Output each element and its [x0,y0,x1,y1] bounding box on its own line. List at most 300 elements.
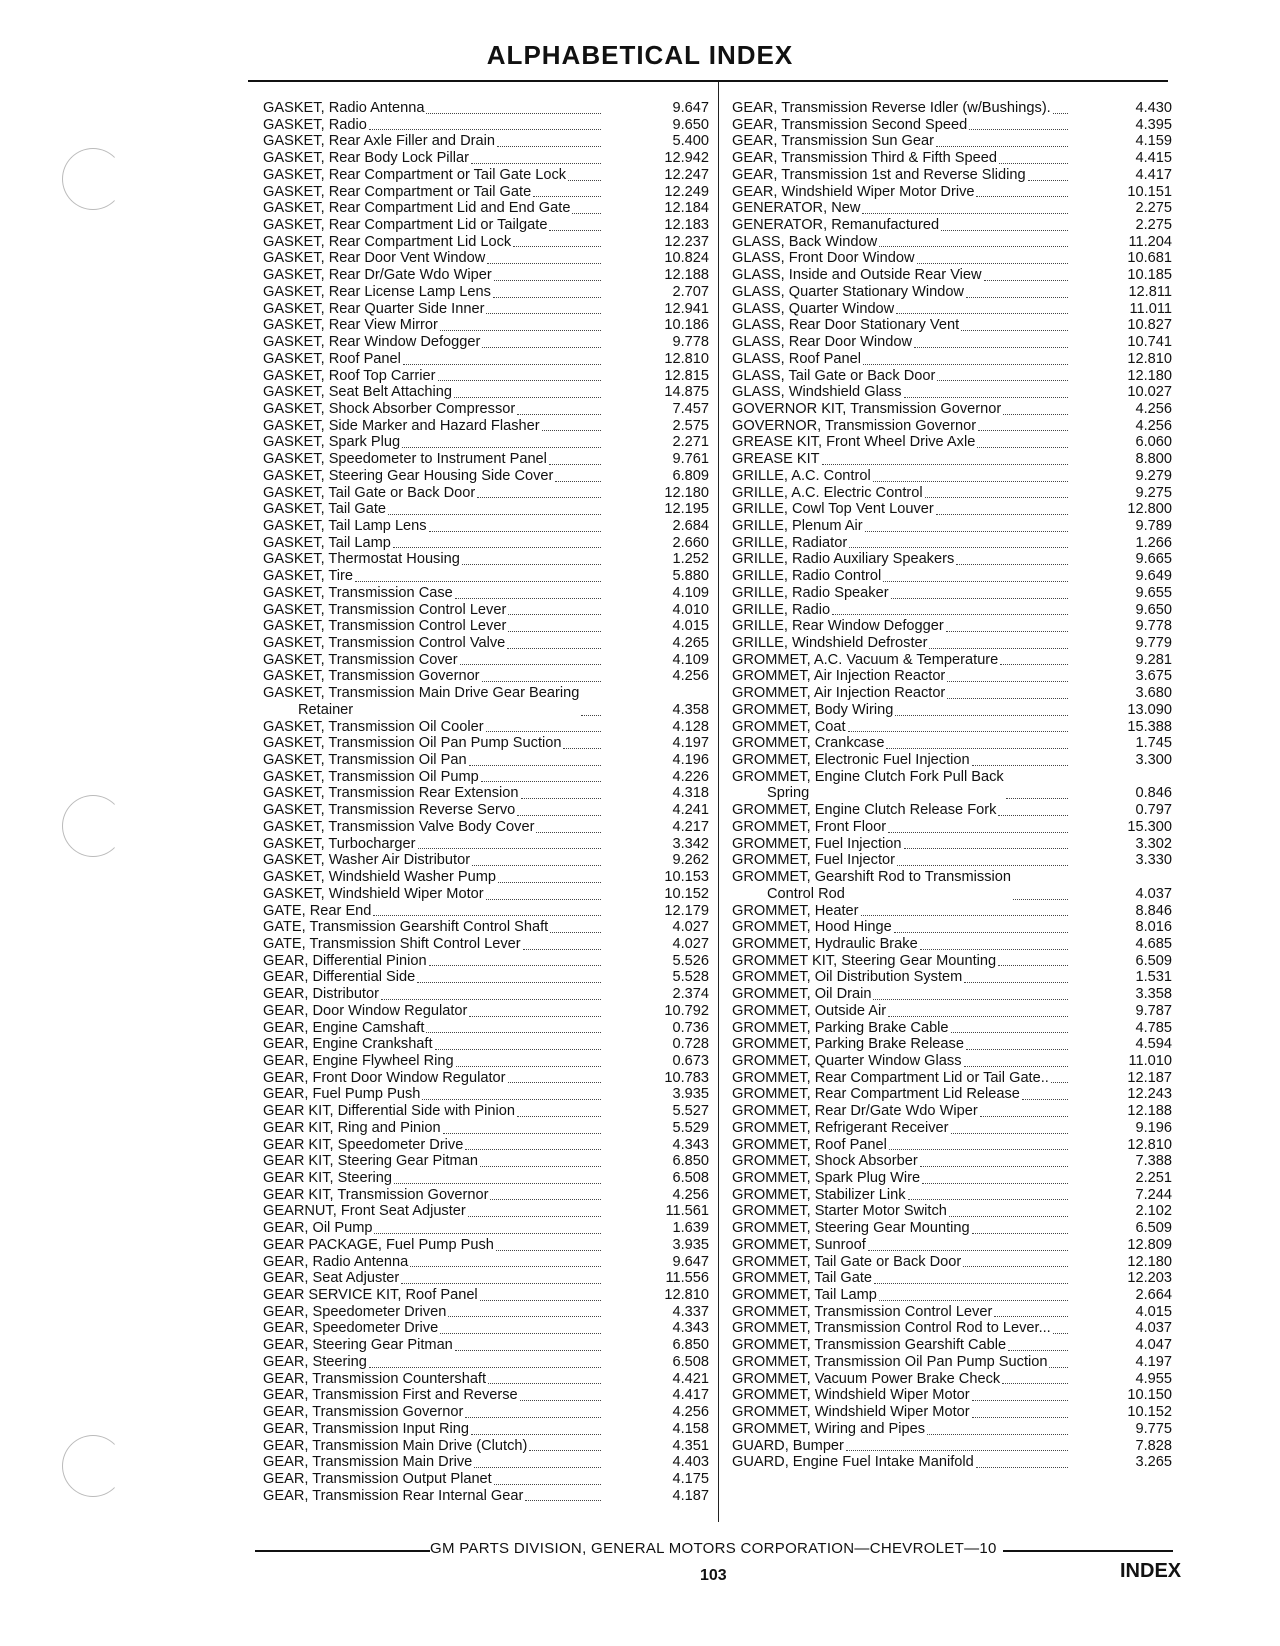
index-entry [732,819,1172,836]
index-entry [732,1371,1172,1388]
entry-reference-number: 9.196 [1135,1119,1172,1136]
dot-leader [936,146,1068,147]
entry-reference-number: 6.509 [1135,1220,1172,1237]
index-entry [732,1254,1172,1271]
entry-reference-number: 12.188 [1127,1103,1172,1120]
entry-name [263,1120,441,1137]
entry-reference-number: 4.421 [672,1370,709,1387]
index-entry [732,200,1172,217]
index-entry [263,819,709,836]
entry-name-text: GEAR, Seat Adjuster [263,1270,400,1287]
page-number: 103 [700,1567,727,1584]
entry-reference-number: 10.741 [1127,334,1172,351]
entry-reference-number: 0.673 [672,1052,709,1069]
entry-reference-number: 12.810 [664,1287,709,1304]
punch-hole-mark [62,1435,124,1497]
dot-leader [369,1367,601,1368]
entry-reference-number: 4.015 [1135,1303,1172,1320]
entry-name-text: GEAR, Windshield Wiper Motor Drive [732,183,975,200]
entry-name-text: GROMMET, Parking Brake Release [732,1036,964,1053]
entry-name [732,1036,964,1053]
entry-reference-number: 2.660 [672,534,709,551]
dot-leader [525,1500,601,1501]
entry-name [263,986,379,1003]
entry-reference-number: 4.187 [672,1487,709,1504]
index-entry [263,200,709,217]
entry-name [263,919,548,936]
entry-reference-number: 3.330 [1135,852,1172,869]
dot-leader [469,765,601,766]
entry-name [732,234,877,251]
entry-name [263,351,401,368]
entry-name [263,1454,472,1471]
dot-leader [469,1016,601,1017]
entry-name [263,969,415,986]
index-entry [732,418,1172,435]
entry-reference-number: 2.271 [672,434,709,451]
index-entry [263,1454,709,1471]
dot-leader [966,1049,1068,1050]
index-entry [732,234,1172,251]
entry-name-text: GEAR, Engine Crankshaft [263,1036,433,1053]
dot-leader [482,681,601,682]
entry-name-text: GROMMET, Stabilizer Link [732,1186,906,1203]
entry-name-text: GRILLE, Radio Control [732,568,882,585]
dot-leader [477,497,601,498]
entry-name [732,719,846,736]
dot-leader [517,414,601,415]
entry-name [263,1137,463,1154]
entry-reference-number: 4.351 [672,1437,709,1454]
entry-reference-number: 9.789 [1135,517,1172,534]
entry-name [263,1354,367,1371]
entry-name-text: GASKET, Transmission Case [263,584,453,601]
entry-name [732,418,976,435]
entry-name-text: GRILLE, A.C. Electric Control [732,484,923,501]
entry-name-text: GEAR, Transmission Third & Fifth Speed [732,150,997,167]
entry-reference-number: 4.010 [672,601,709,618]
dot-leader [488,1383,601,1384]
dot-leader [401,1283,601,1284]
index-entry [263,334,709,351]
entry-reference-number: 9.647 [672,1253,709,1270]
index-entry [732,150,1172,167]
entry-name-text: GROMMET, Sunroof [732,1236,866,1253]
dot-leader [438,380,602,381]
entry-reference-number: 13.090 [1127,701,1172,718]
dot-leader [848,731,1068,732]
index-entry [732,1003,1172,1020]
entry-name [732,752,970,769]
index-entry [732,1304,1172,1321]
index-entry [732,351,1172,368]
entry-name [732,1354,1047,1371]
dot-leader [886,748,1068,749]
dot-leader [917,263,1069,264]
entry-name-text: GASKET, Rear Quarter Side Inner [263,300,485,317]
entry-name [732,434,975,451]
index-entry [732,501,1172,518]
entry-name [732,184,974,201]
entry-reference-number: 3.302 [1135,835,1172,852]
index-entry [263,434,709,451]
entry-name-text: GASKET, Windshield Wiper Motor [263,885,484,902]
index-entry [732,685,1172,702]
entry-name [732,250,915,267]
index-entry [732,936,1172,953]
entry-name-text: GASKET, Transmission Cover [263,651,458,668]
entry-name [263,635,505,652]
entry-name [263,903,371,920]
dot-leader [520,1400,601,1401]
entry-reference-number: 3.935 [672,1086,709,1103]
entry-name-text: GEAR, Engine Flywheel Ring [263,1052,454,1069]
entry-name [732,1137,887,1154]
dot-leader [486,731,601,732]
index-entry [263,184,709,201]
entry-name [732,986,871,1003]
index-entry [732,1220,1172,1237]
entry-name [263,719,484,736]
entry-name-text: GATE, Transmission Shift Control Lever [263,935,521,952]
dot-leader [494,280,601,281]
entry-reference-number: 12.179 [664,902,709,919]
entry-name-text: GRILLE, Radiator [732,534,848,551]
entry-reference-number: 5.400 [672,133,709,150]
index-entry [263,1103,709,1120]
entry-reference-number: 9.761 [672,451,709,468]
dot-leader [822,464,1068,465]
entry-name [732,702,893,719]
dot-leader [1053,113,1068,114]
index-entry [263,752,709,769]
dot-leader [507,648,601,649]
entry-name-text: GROMMET, Fuel Injector [732,852,895,869]
entry-reference-number: 9.262 [672,852,709,869]
dot-leader [402,447,601,448]
dot-leader [533,196,601,197]
dot-leader [508,614,601,615]
index-entry [732,217,1172,234]
index-entry [263,668,709,685]
entry-name [263,384,452,401]
entry-name [263,953,427,970]
footer-rule-left [255,1550,430,1552]
entry-name-text: GROMMET, Steering Gear Mounting [732,1220,970,1237]
entry-name [263,150,469,167]
index-entry [263,451,709,468]
dot-leader [581,715,601,716]
entry-reference-number: 2.251 [1135,1170,1172,1186]
entry-reference-number: 3.300 [1135,752,1172,769]
dot-leader [1022,1099,1068,1100]
entry-reference-number: 4.197 [1135,1353,1172,1370]
dot-leader [496,1250,601,1251]
entry-reference-number: 1.531 [1135,969,1172,986]
entry-name [263,869,496,886]
entry-reference-number: 1.745 [1135,735,1172,752]
entry-name [732,769,1004,802]
entry-name [263,535,391,552]
dot-leader [373,915,601,916]
index-entry [732,1354,1172,1371]
index-entry [732,1053,1172,1070]
entry-name-text: GRILLE, Windshield Defroster [732,635,928,651]
dot-leader [435,1049,601,1050]
entry-reference-number: 3.342 [672,835,709,852]
entry-name-text: GATE, Transmission Gearshift Control Shaft [263,919,549,936]
dot-leader [904,848,1069,849]
entry-reference-number: 2.707 [672,283,709,300]
index-entry [263,1137,709,1154]
entry-name-text: GASKET, Rear Compartment or Tail Gate [263,183,532,200]
entry-name-text: GREASE KIT, Front Wheel Drive Axle [732,434,976,451]
dot-leader [888,1016,1068,1017]
entry-name-text: GEAR, Distributor [263,986,379,1003]
entry-name [732,919,892,936]
entry-name-text: GASKET, Windshield Washer Pump [263,869,497,886]
entry-reference-number: 11.561 [665,1203,709,1220]
footer-text: GM PARTS DIVISION, GENERAL MOTORS CORPORATION—CHEVROLET—10 [430,1540,997,1557]
entry-name-text: GASKET, Shock Absorber Compressor [263,400,516,417]
entry-name-text: GROMMET, Refrigerant Receiver [732,1119,949,1136]
index-entry [732,1170,1172,1187]
dot-leader [355,581,601,582]
entry-name-text: GREASE KIT [732,451,820,468]
entry-name [263,585,453,602]
entry-reference-number: 4.417 [672,1387,709,1404]
entry-reference-number: 9.787 [1135,1002,1172,1019]
index-entry [732,1270,1172,1287]
dot-leader [468,1216,601,1217]
dot-leader [462,564,601,565]
entry-reference-number: 4.395 [1135,116,1172,133]
entry-name [263,184,531,201]
footer-rule-right [1003,1550,1173,1552]
index-entry [732,953,1172,970]
entry-name [263,769,479,786]
index-entry [263,719,709,736]
entry-name [263,401,515,418]
entry-name-text: GROMMET, Crankcase [732,735,885,752]
entry-reference-number: 12.809 [1127,1236,1172,1253]
entry-name-text: GROMMET, Transmission Control Rod to Lever... [732,1320,1051,1337]
dot-leader [937,380,1068,381]
index-entry [263,317,709,334]
dot-leader [873,481,1068,482]
entry-name [263,1170,392,1187]
entry-reference-number: 6.508 [672,1170,709,1186]
dot-leader [523,949,601,950]
dot-leader [1002,1383,1068,1384]
entry-name [732,1237,866,1254]
dot-leader [1003,414,1068,415]
dot-leader [846,1450,1068,1451]
index-entry [732,434,1172,451]
index-entry [732,267,1172,284]
index-entry [263,217,709,234]
dot-leader [947,698,1068,699]
index-entry [263,1438,709,1455]
dot-leader [1000,664,1068,665]
index-entry [263,652,709,669]
index-entry [732,317,1172,334]
index-entry [263,167,709,184]
index-entry [263,936,709,953]
entry-name [263,852,470,869]
entry-reference-number: 4.318 [672,785,709,802]
entry-name-text: GROMMET, Shock Absorber [732,1153,918,1170]
entry-name [263,568,353,585]
entry-name [732,334,912,351]
entry-name-text: GLASS, Windshield Glass [732,384,902,401]
entry-reference-number: 12.184 [664,200,709,217]
index-entry [263,1488,709,1505]
entry-reference-number: 11.204 [1128,233,1172,250]
index-entry [263,384,709,401]
index-entry [732,133,1172,150]
index-entry [732,1387,1172,1404]
index-entry [732,802,1172,819]
index-entry [263,1337,709,1354]
entry-name-text: GLASS, Rear Door Window [732,334,913,351]
index-entry [263,234,709,251]
title-rule [248,80,1168,82]
entry-name-text: GASKET, Thermostat Housing [263,551,460,568]
entry-name [732,1387,970,1404]
entry-name [732,1438,844,1455]
entry-name-text: GROMMET, Rear Dr/Gate Wdo Wiper [732,1103,978,1120]
entry-name [263,301,484,318]
entry-reference-number: 12.195 [664,501,709,518]
dot-leader [978,430,1068,431]
dot-leader [949,1216,1068,1217]
entry-reference-number: 4.415 [1135,150,1172,167]
index-entry [732,602,1172,619]
entry-reference-number: 4.785 [1135,1019,1172,1036]
entry-name-text: GEAR, Engine Camshaft [263,1019,425,1036]
index-entry [732,1454,1172,1471]
entry-name [263,668,480,685]
entry-name-text: GROMMET, Oil Distribution System [732,969,963,986]
index-entry [263,1421,709,1438]
entry-reference-number: 4.015 [672,618,709,635]
entry-name-text: GASKET, Transmission Control Lever [263,601,507,618]
entry-name [263,167,566,184]
index-entry [732,1070,1172,1087]
entry-name-text: GASKET, Radio Antenna [263,100,425,116]
index-entry [732,1337,1172,1354]
index-entry [263,1153,709,1170]
entry-name-text: GASKET, Tail Lamp [263,534,391,551]
entry-reference-number: 4.256 [672,1404,709,1421]
index-entry [732,668,1172,685]
index-entry [732,735,1172,752]
entry-name-text: GEAR, Transmission Main Drive (Clutch) [263,1437,528,1454]
dot-leader [443,1133,601,1134]
entry-name-text: GLASS, Front Door Window [732,250,915,267]
dot-leader [972,1233,1068,1234]
dot-leader [999,163,1068,164]
index-entry [732,1421,1172,1438]
entry-name [263,1421,469,1438]
entry-name-text: GROMMET, Rear Compartment Lid Release [732,1086,1020,1103]
entry-reference-number: 12.811 [1128,283,1172,300]
entry-name-text: GLASS, Roof Panel [732,350,861,367]
entry-name [263,485,475,502]
entry-name-text: GASKET, Transmission Main Drive Gear Bearing [263,685,580,702]
index-entry [732,167,1172,184]
entry-name [263,451,547,468]
entry-name [732,1421,925,1438]
entry-name [263,752,467,769]
index-entry [263,551,709,568]
entry-reference-number: 9.650 [1135,601,1172,618]
entry-name [263,234,511,251]
index-entry [263,602,709,619]
entry-name-text: GEARNUT, Front Seat Adjuster [263,1203,466,1220]
entry-name [732,602,830,619]
index-entry [732,1203,1172,1220]
entry-name [263,200,570,217]
dot-leader [374,1233,601,1234]
entry-name-text: GASKET, Side Marker and Hazard Flasher [263,417,540,434]
index-entry [732,702,1172,719]
entry-reference-number: 5.529 [672,1119,709,1136]
entry-name [732,150,997,167]
entry-name [732,518,863,535]
dot-leader [426,1032,601,1033]
entry-reference-number: 9.665 [1135,551,1172,568]
index-entry [732,184,1172,201]
entry-name-text: GASKET, Rear Dr/Gate Wdo Wiper [263,267,492,284]
entry-reference-number: 10.827 [1127,317,1172,334]
entry-name [732,836,902,853]
entry-reference-number: 0.736 [672,1019,709,1036]
entry-name [732,1454,974,1471]
entry-name [263,217,547,234]
dot-leader [497,146,601,147]
index-entry [732,919,1172,936]
index-entry [263,133,709,150]
entry-name [732,1187,906,1204]
entry-name-text: GASKET, Transmission Oil Pump [263,768,479,785]
index-entry [732,301,1172,318]
index-entry [263,1304,709,1321]
index-entry [263,568,709,585]
index-entry [263,1187,709,1204]
index-entry [732,1086,1172,1103]
entry-name [263,1471,492,1488]
dot-leader [517,1116,601,1117]
index-entry [263,100,709,117]
entry-name [732,351,861,368]
entry-reference-number: 4.109 [672,651,709,668]
index-entry [732,986,1172,1003]
entry-name-text: GASKET, Spark Plug [263,434,401,451]
index-entry [263,785,709,802]
index-entry [263,585,709,602]
entry-name [732,1337,1006,1354]
entry-reference-number: 4.109 [672,584,709,601]
entry-name [732,1020,949,1037]
index-entry [263,250,709,267]
entry-name-text: GEAR, Transmission 1st and Reverse Sliding [732,166,1026,183]
entry-name-text: GRILLE, Radio Auxiliary Speakers [732,551,955,568]
entry-reference-number: 4.241 [672,802,709,819]
entry-name-text: GROMMET, Windshield Wiper Motor [732,1387,970,1404]
dot-leader [440,1333,601,1334]
